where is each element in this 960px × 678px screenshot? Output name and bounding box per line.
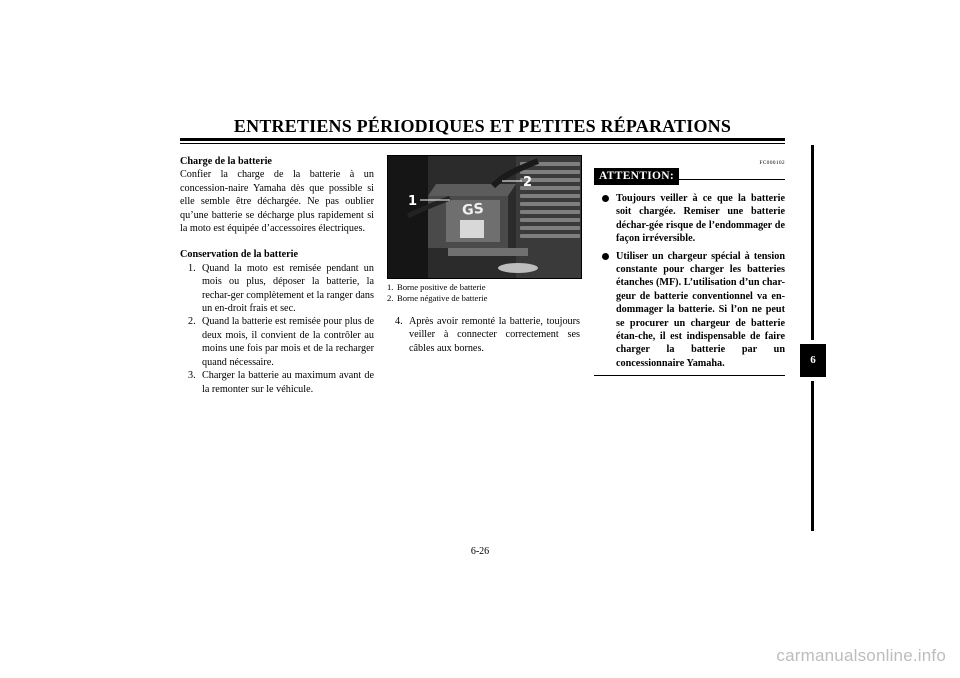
charge-body: Confier la charge de la batterie à un concession-naire Yamaha dès que possible si elle semble être déchargée. Ne pas oublier qu’une batterie se décharge plus rapidement si la moto est équipée d’accessoires électriques. — [180, 169, 374, 235]
step-number: 4. — [395, 316, 403, 327]
bullet-icon — [602, 195, 609, 202]
step-text: Après avoir remonté la batterie, toujours veiller à connecter correctement ses câbles aux bornes. — [409, 316, 580, 354]
header-rule-thick — [180, 138, 785, 141]
chapter-tab-line — [811, 145, 814, 340]
bullet-icon — [602, 253, 609, 260]
step-text: Quand la moto est remisée pendant un mois ou plus, déposer la batterie, la rechar-ger complètement et la ranger dans un en-droit frais et sec. — [202, 262, 374, 315]
caution-code: FC000102 — [759, 160, 785, 166]
chapter-tab: 6 — [800, 344, 826, 377]
caption-text: Borne négative de batterie — [397, 293, 488, 303]
charge-heading: Charge de la batterie — [180, 156, 272, 167]
battery-illustration — [388, 156, 581, 278]
step-number: 3. — [188, 370, 196, 382]
battery-photo — [387, 155, 582, 279]
chapter-tab-line — [811, 381, 814, 531]
step-number: 2. — [188, 316, 196, 328]
caution-bullet — [594, 192, 785, 246]
page-title: ENTRETIENS PÉRIODIQUES ET PETITES RÉPARATIONS — [233, 116, 732, 136]
caution-header — [594, 168, 785, 188]
page-number: 6-26 — [470, 546, 490, 557]
caution-end-rule — [594, 375, 785, 376]
caution-label: ATTENTION: — [594, 168, 679, 185]
watermark: carmanualsonline.info — [776, 646, 946, 665]
caution-bullet — [594, 250, 785, 371]
caption-text: Borne positive de batterie — [397, 282, 486, 292]
bullet-text: Toujours veiller à ce que la batterie soit chargée. Remiser une batterie déchar-gée risque de l’endommager de façon irréversible. — [616, 193, 785, 245]
figure-caption — [387, 282, 580, 304]
caption-item — [387, 293, 580, 304]
caption-number: 1. — [387, 282, 394, 292]
column-right — [594, 155, 785, 376]
step-text: Quand la batterie est remisée pour plus de deux mois, il convient de la contrôler au moins une fois par mois et de la recharger quand nécessaire. — [202, 316, 374, 368]
storage-step — [180, 262, 374, 316]
spacer — [180, 235, 374, 248]
column-middle — [387, 155, 580, 355]
bullet-text: Utiliser un chargeur spécial à tension constante pour charger les batteries étanches (MF). L’utilisation d’un char-geur de batterie conventionnel va en-dommager la batterie. Si l’on ne peut se procurer un chargeur de batterie étan-che, il est indispensable de faire charger la batterie par un concessionnaire Yamaha. — [616, 250, 785, 369]
column-left — [180, 155, 374, 396]
callout-1: 1 — [408, 194, 418, 209]
storage-step — [387, 315, 580, 355]
callout-2: 2 — [523, 175, 533, 190]
caption-number: 2. — [387, 293, 394, 303]
step-text: Charger la batterie au maximum avant de la remonter sur le véhicule. — [202, 370, 374, 395]
storage-heading: Conservation de la batterie — [180, 249, 298, 261]
step-number: 1. — [188, 262, 196, 274]
caption-item — [387, 282, 580, 293]
storage-step — [180, 315, 374, 369]
svg-text:GS: GS — [461, 200, 485, 219]
caution-header-rule — [676, 179, 785, 180]
header-rule-thin — [180, 143, 785, 144]
storage-step — [180, 369, 374, 396]
